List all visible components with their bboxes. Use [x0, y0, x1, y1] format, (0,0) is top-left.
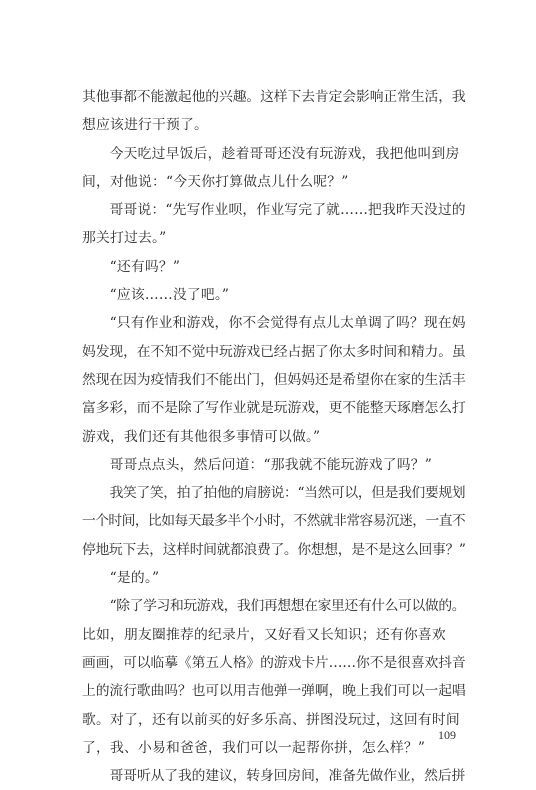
text-line: “除了学习和玩游戏，我们再想想在家里还有什么可以做的。	[109, 598, 466, 615]
text-line: 歌。对了，还有以前买的好多乐高、拼图没玩过，这回有时间	[82, 711, 460, 728]
text-line: 我笑了笑，拍了拍他的肩膀说：“当然可以，但是我们要规划	[109, 485, 466, 502]
text-line: 停地玩下去，这样时间就都浪费了。你想想，是不是这么回事？”	[82, 541, 466, 558]
text-line: 了，我、小易和爸爸，我们可以一起帮你拼，怎么样？”	[82, 739, 426, 756]
text-line: 然现在因为疫情我们不能出门，但妈妈还是希望你在家的生活丰	[82, 371, 466, 388]
text-line: 其他事都不能激起他的兴趣。这样下去肯定会影响正常生活，我	[82, 89, 466, 105]
text-line: 上的流行歌曲吗？也可以用吉他弹一弹啊，晚上我们可以一起唱	[82, 683, 466, 700]
text-line: 比如，朋友圈推荐的纪录片，又好看又长知识；还有你喜欢	[82, 626, 446, 643]
text-line: 今天吃过早饭后，趁着哥哥还没有玩游戏，我把他叫到房	[109, 145, 460, 162]
text-line: 妈发现，在不知不觉中玩游戏已经占据了你太多时间和精力。虽	[82, 343, 466, 360]
text-line: 想应该进行干预了。	[82, 117, 208, 134]
text-line: 间，对他说：“今天你打算做点儿什么呢？”	[82, 173, 349, 190]
text-line: 哥哥点点头，然后问道：“那我就不能玩游戏了吗？”	[109, 456, 433, 473]
text-line: 富多彩，而不是除了写作业就是玩游戏，更不能整天琢磨怎么打	[82, 400, 466, 417]
text-line: “是的。”	[109, 570, 160, 587]
page-number: 109	[438, 728, 456, 742]
text-line: 一个时间，比如每天最多半个小时，不然就非常容易沉迷，一直不	[82, 513, 466, 530]
text-line: “只有作业和游戏，你不会觉得有点儿太单调了吗？现在妈	[109, 315, 466, 332]
text-line: “应该……没了吧。”	[109, 287, 230, 304]
text-line: 哥哥听从了我的建议，转身回房间，准备先做作业，然后拼	[109, 768, 466, 785]
text-line: 游戏，我们还有其他很多事情可以做。”	[82, 428, 321, 445]
text-line: 哥哥说：“先写作业呗，作业写完了就……把我昨天没过的	[109, 202, 466, 219]
text-line: 画画，可以临摹《第五人格》的游戏卡片……你不是很喜欢抖音	[82, 654, 466, 671]
text-line: “还有吗？”	[109, 258, 181, 275]
text-line: 那关打过去。”	[82, 230, 167, 247]
body-text	[82, 83, 466, 790]
